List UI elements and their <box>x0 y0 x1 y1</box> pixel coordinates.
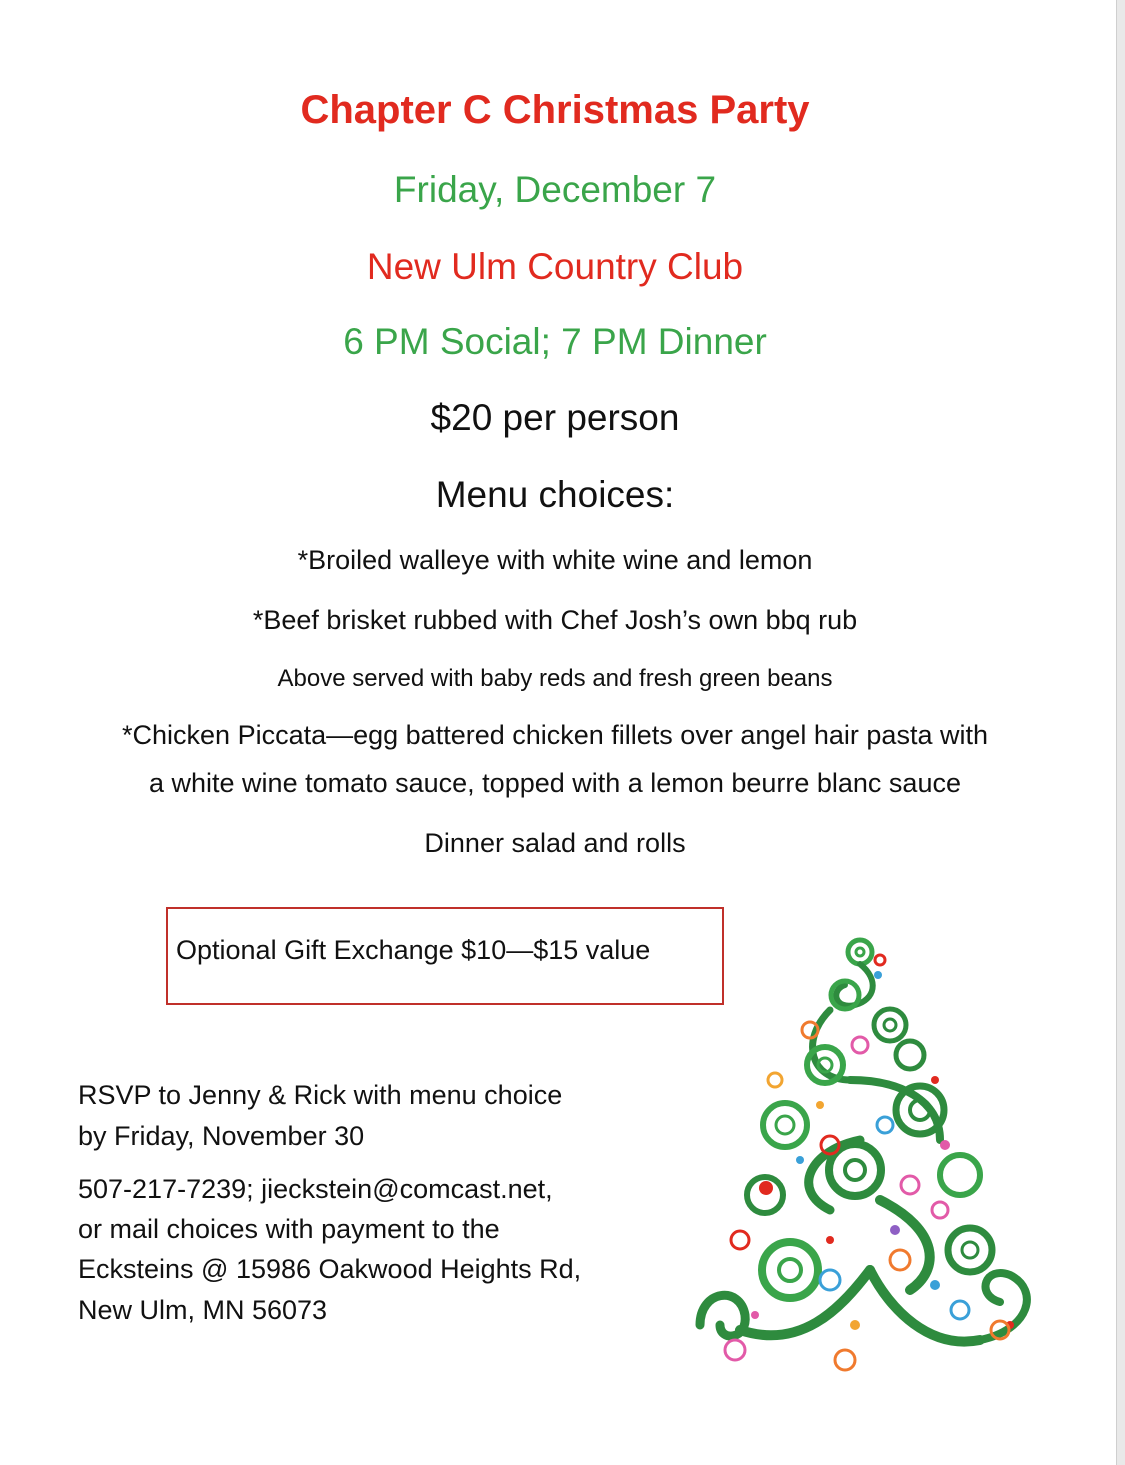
menu-heading: Menu choices: <box>435 474 675 515</box>
event-venue: New Ulm Country Club <box>366 246 744 287</box>
menu-item-brisket: *Beef brisket rubbed with Chef Josh’s own bbq rub <box>252 605 858 635</box>
menu-item-chicken-line-1: *Chicken Piccata—egg battered chicken fillets over angel hair pasta with <box>122 720 988 750</box>
rsvp-address-line: Ecksteins @ 15986 Oakwood Heights Rd, <box>78 1254 582 1284</box>
event-title: Chapter C Christmas Party <box>300 88 810 132</box>
rsvp-mail-line: or mail choices with payment to the <box>78 1214 500 1244</box>
menu-item-salad: Dinner salad and rolls <box>424 828 686 858</box>
event-date: Friday, December 7 <box>393 169 717 210</box>
rsvp-line-2: by Friday, November 30 <box>78 1121 365 1151</box>
christmas-tree-icon <box>680 930 1060 1380</box>
menu-item-chicken-line-2: a white wine tomato sauce, topped with a lemon beurre blanc sauce <box>149 768 961 798</box>
rsvp-line-1: RSVP to Jenny & Rick with menu choice <box>78 1080 563 1110</box>
menu-item-walleye: *Broiled walleye with white wine and lemon <box>297 545 813 575</box>
page-edge-strip <box>1116 0 1125 1465</box>
event-price: $20 per person <box>430 397 680 438</box>
rsvp-contact-line: 507-217-7239; jieckstein@comcast.net, <box>78 1174 553 1204</box>
gift-exchange-text: Optional Gift Exchange $10—$15 value <box>176 935 651 965</box>
event-times: 6 PM Social; 7 PM Dinner <box>343 321 767 362</box>
menu-sides-note: Above served with baby reds and fresh green beans <box>277 665 833 692</box>
rsvp-city-line: New Ulm, MN 56073 <box>78 1295 328 1325</box>
gift-exchange-box <box>166 907 724 1005</box>
